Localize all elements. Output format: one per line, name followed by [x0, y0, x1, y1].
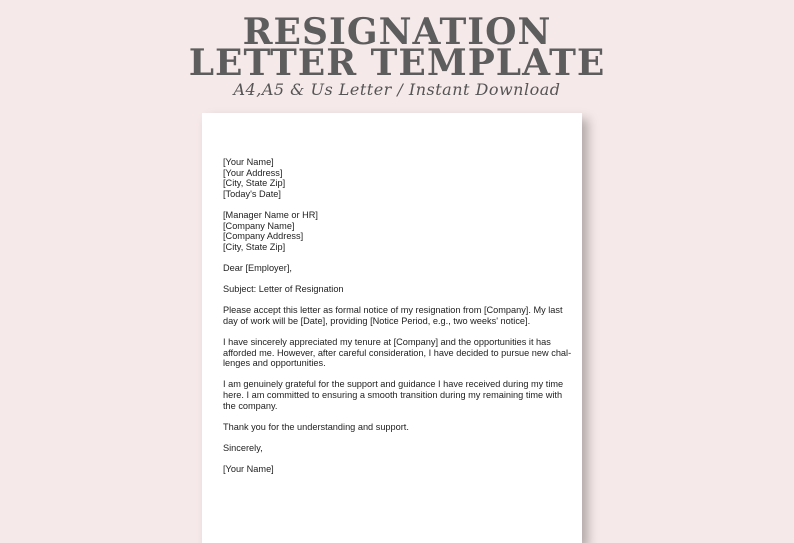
signature: [Your Name]: [223, 464, 274, 475]
paragraph-line: here. I am committed to ensuring a smooth transition during my remaining time with: [223, 390, 563, 401]
subject-line: Subject: Letter of Resignation: [223, 284, 344, 295]
recipient-address: [Company Address]: [223, 231, 304, 242]
paragraph-2: [223, 337, 572, 369]
closing: Sincerely,: [223, 443, 263, 454]
paragraph-line: day of work will be [Date], providing [Notice Period, e.g., two weeks' notice].: [223, 315, 531, 326]
thanks-line: Thank you for the understanding and support.: [223, 421, 409, 432]
paragraph-line: lenges and opportunities.: [223, 358, 326, 369]
title-line-2: LETTER TEMPLATE: [188, 42, 606, 84]
letter-page: [202, 113, 582, 543]
paragraph-line: I am genuinely grateful for the support and guidance I have received during my time: [223, 379, 564, 390]
paragraph-line: the company.: [223, 400, 278, 411]
subtitle: A4,A5 & Us Letter / Instant Download: [233, 80, 561, 99]
sender-block: [223, 157, 563, 199]
recipient-block: [223, 210, 563, 252]
paragraph-3: [223, 379, 563, 411]
title-line-1: RESIGNATION: [242, 11, 552, 53]
sender-date: [Today's Date]: [223, 188, 281, 199]
sender-address: [Your Address]: [223, 167, 283, 178]
salutation: Dear [Employer],: [223, 262, 292, 273]
sender-name: [Your Name]: [223, 157, 274, 167]
paragraph-line: I have sincerely appreciated my tenure at [Company] and the opportunities it has: [223, 337, 551, 348]
paragraph-1: [223, 305, 563, 326]
paragraph-line: Please accept this letter as formal notice of my resignation from [Company]. My last: [223, 305, 563, 316]
sender-city: [City, State Zip]: [223, 178, 286, 189]
recipient-name: [Manager Name or HR]: [223, 209, 318, 220]
paragraph-line: afforded me. However, after careful consideration, I have decided to pursue new chal-: [223, 347, 572, 358]
recipient-company: [Company Name]: [223, 220, 295, 231]
recipient-city: [City, State Zip]: [223, 241, 286, 252]
letter-body: [223, 157, 572, 485]
